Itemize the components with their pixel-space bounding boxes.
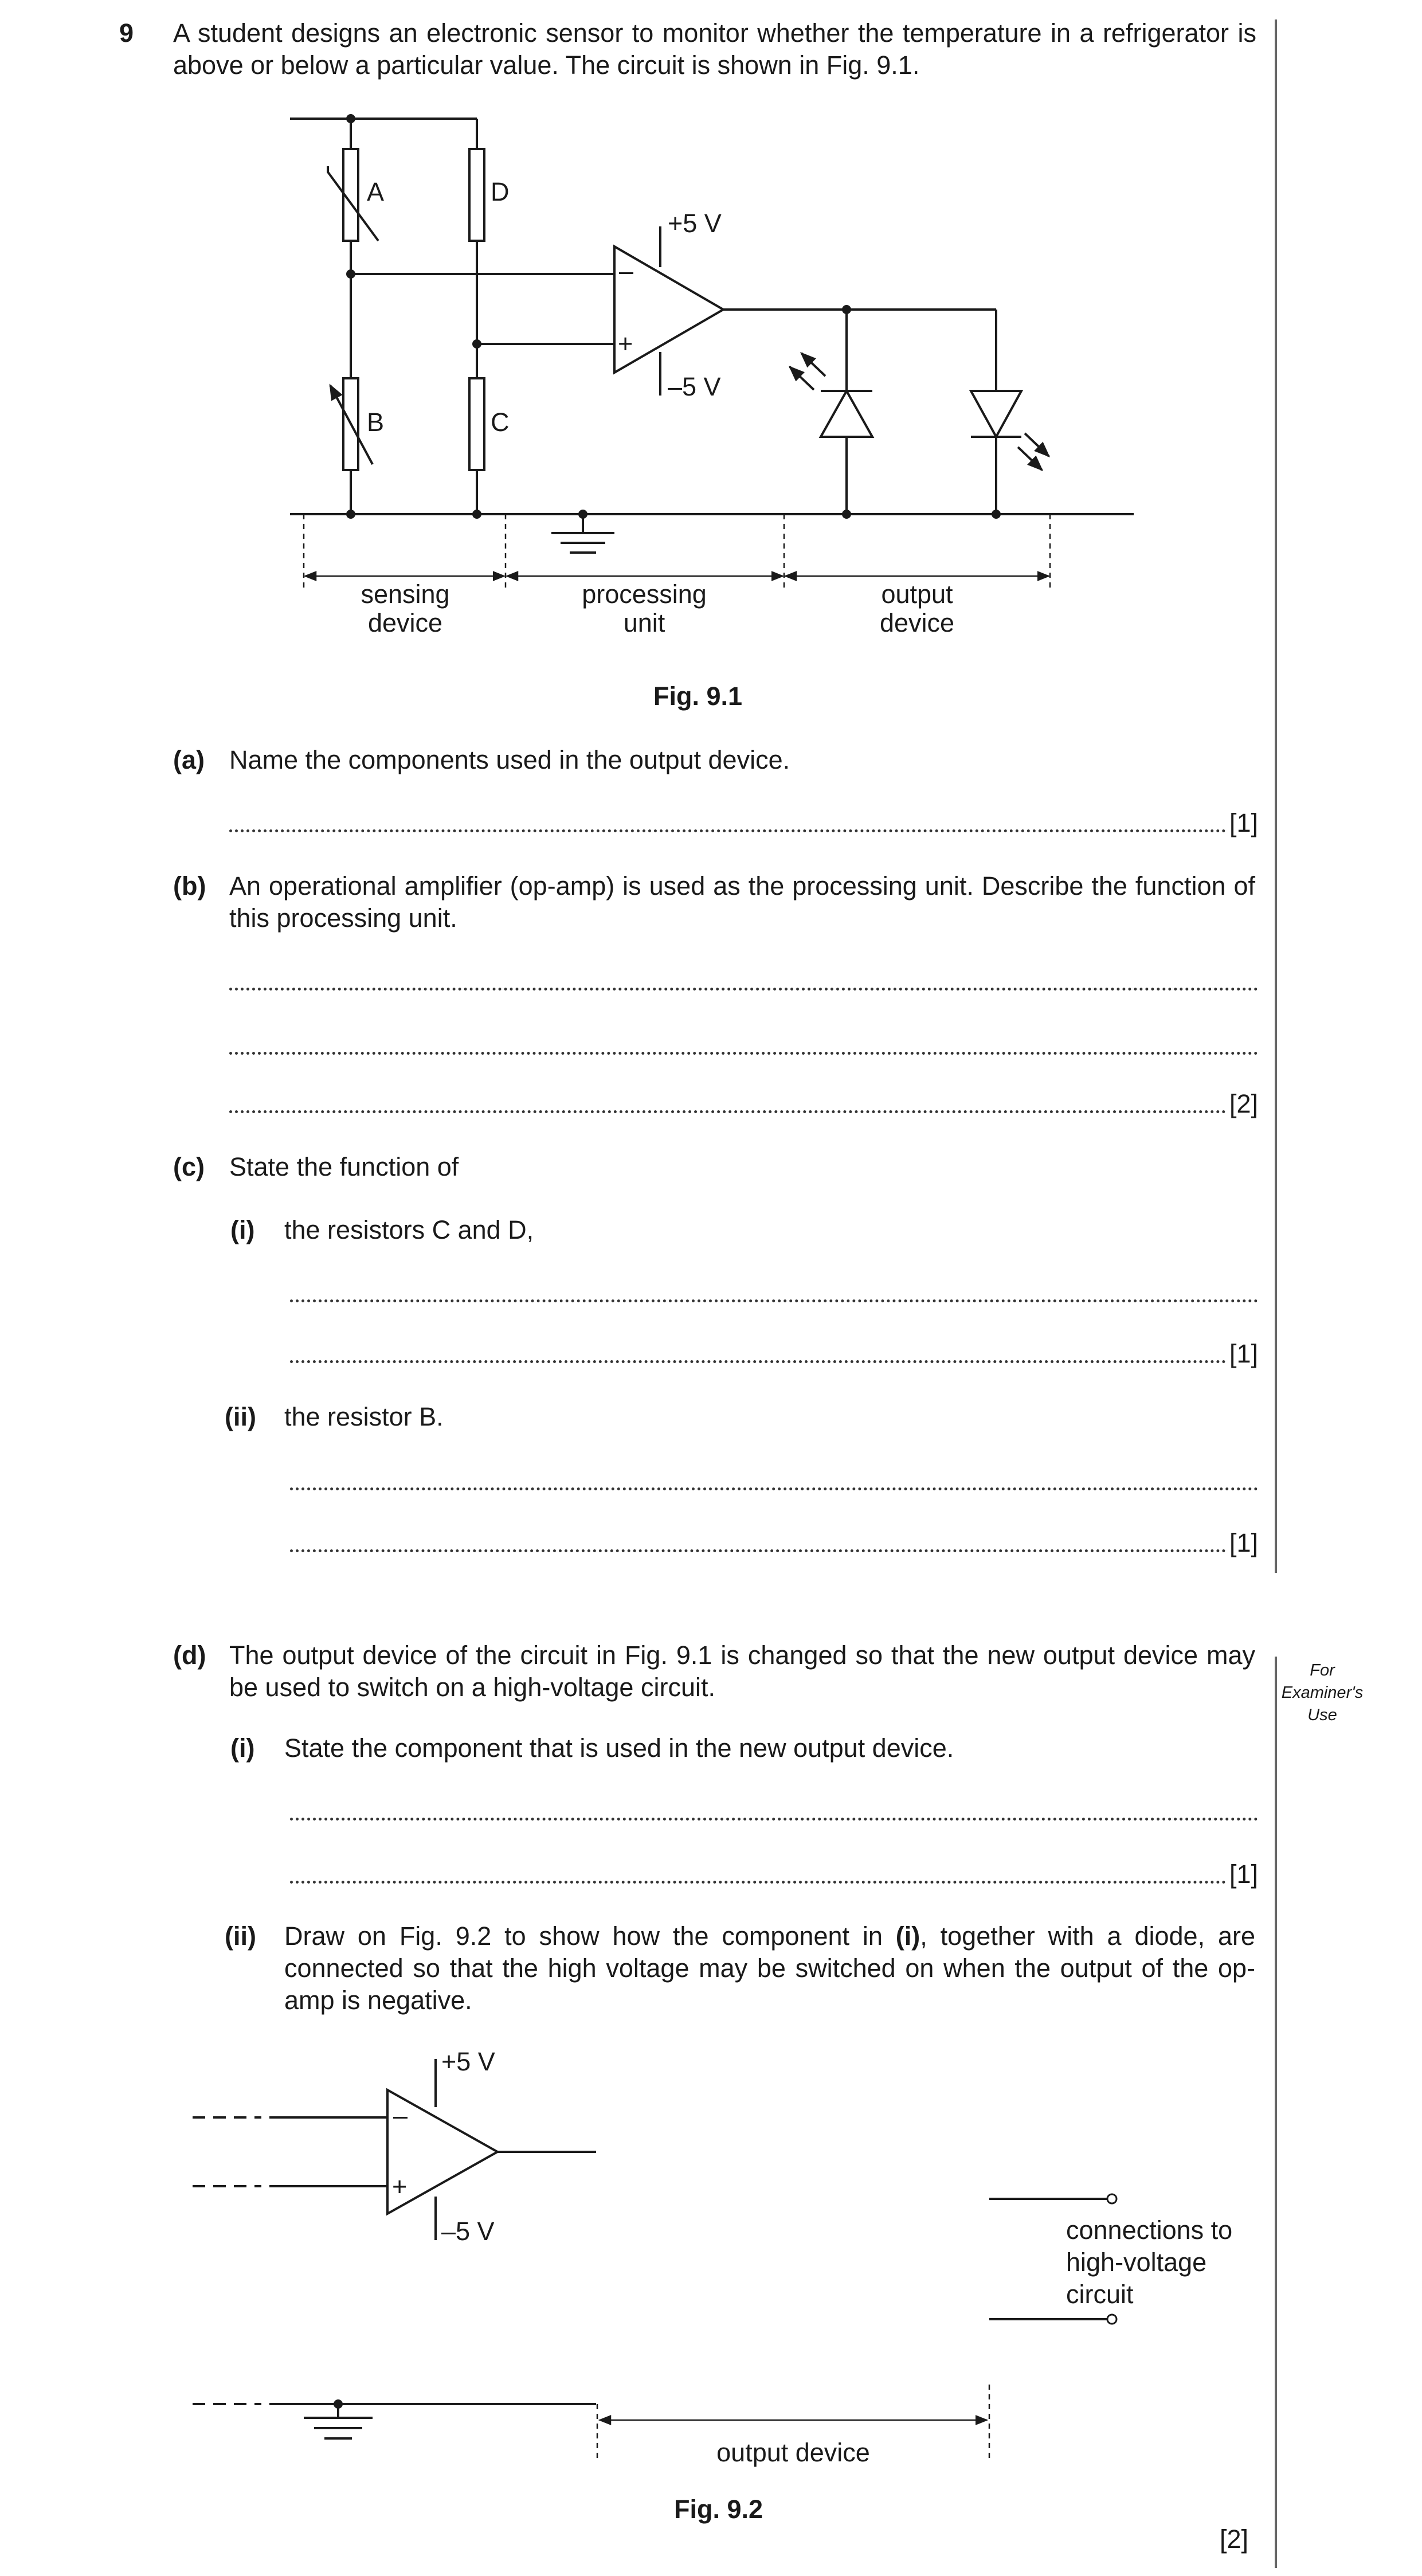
label-plus5v: +5 V [668, 209, 722, 238]
label-a: A [367, 177, 385, 206]
part-d-i-label: (i) [230, 1733, 255, 1763]
label-output-device-2: device [879, 608, 955, 637]
examiner-use-label: For Examiner's Use [1281, 1661, 1364, 1724]
opamp-minus-sign: – [619, 256, 634, 285]
part-c-i-mark: [1] [1229, 1339, 1258, 1368]
part-d-text: The output device of the circuit in Fig. 9.1 is changed so that the new output device may be used to switch on a high-voltage circuit. [229, 1641, 1255, 1702]
part-c-i-text: the resistors C and D, [284, 1215, 534, 1244]
label-processing-unit-1: processing [582, 580, 707, 609]
part-c-i-label: (i) [230, 1215, 255, 1244]
fig2-opamp-minus-sign: – [393, 2101, 408, 2130]
label-output-device-1: output [881, 580, 953, 609]
part-c-label: (c) [173, 1152, 205, 1181]
label-connections-3: circuit [1066, 2280, 1134, 2309]
part-c-ii-mark: [1] [1229, 1528, 1258, 1557]
part-b-text: An operational amplifier (op-amp) is used as the processing unit. Describe the function of this processing unit. [229, 871, 1255, 933]
opamp-plus-sign: + [618, 329, 633, 358]
label-c: C [491, 408, 510, 437]
part-b-label: (b) [173, 871, 206, 901]
figure-9-2-caption: Fig. 9.2 [674, 2495, 763, 2524]
label-connections-1: connections to [1066, 2215, 1233, 2245]
label-sensing-device-1: sensing [361, 580, 450, 609]
fig2-label-plus5v: +5 V [441, 2047, 495, 2076]
part-a-text: Name the components used in the output device. [229, 745, 790, 774]
part-c-text: State the function of [229, 1152, 459, 1181]
fig2-opamp-plus-sign: + [392, 2172, 408, 2201]
label-connections-2: high-voltage [1066, 2248, 1207, 2277]
part-c-ii-text: the resistor B. [284, 1402, 444, 1431]
part-a-mark: [1] [1229, 808, 1258, 837]
label-b: B [367, 408, 385, 437]
question-number: 9 [119, 18, 134, 48]
label-minus5v: –5 V [668, 372, 721, 401]
part-d-ii-mark: [2] [1220, 2524, 1249, 2554]
label-processing-unit-2: unit [623, 608, 665, 637]
question-intro: A student designs an electronic sensor to monitor whether the temperature in a refrigerator is above or below a particular value. The circuit is shown in Fig. 9.1. [173, 18, 1256, 80]
label-sensing-device-2: device [367, 608, 443, 637]
part-d-label: (d) [173, 1641, 206, 1670]
part-d-i-mark: [1] [1229, 1859, 1258, 1889]
part-c-ii-label: (ii) [225, 1402, 256, 1431]
part-d-ii-label: (ii) [225, 1921, 256, 1951]
figure-9-1-caption: Fig. 9.1 [653, 682, 743, 711]
part-a-label: (a) [173, 745, 205, 774]
label-d: D [491, 177, 510, 206]
fig2-label-output-device: output device [716, 2438, 870, 2467]
part-d-ii-text: Draw on Fig. 9.2 to show how the component in (i), together with a diode, are connected so that the high voltage may be switched on when the output of the op-amp is negative. [284, 1921, 1255, 2015]
part-b-mark: [2] [1229, 1089, 1258, 1118]
fig2-label-minus5v: –5 V [441, 2217, 495, 2246]
part-d-i-text: State the component that is used in the new output device. [284, 1733, 954, 1763]
